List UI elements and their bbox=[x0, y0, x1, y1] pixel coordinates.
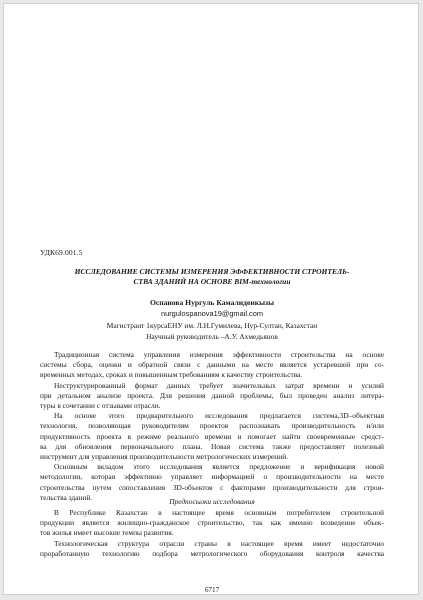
title-line-2: СТВА ЗДАНИЙ НА ОСНОВЕ BIM-технологии bbox=[133, 277, 291, 286]
text-line: туры в сочетании с отзывами отрасли. bbox=[40, 401, 161, 410]
document-page bbox=[3, 3, 419, 595]
text-line: методологии, которая эффективно управляет информацией о производительности на месте bbox=[40, 472, 384, 482]
text-line: системы сбора, оценки и обратной связи с данными на месте является устаревшей при со- bbox=[40, 360, 384, 370]
text-line: строительства путем сопоставления 3D-объектов с факторами производительности для строи- bbox=[40, 482, 384, 492]
text-line: временных методах, сроках и повышенным требованиям к качеству строительства. bbox=[40, 370, 303, 380]
text-line: продуктивность проекта в режиме реального времени и помогает найти своевременные средст- bbox=[40, 431, 384, 441]
author-email: nurgulospanova19@gmail.com bbox=[161, 309, 263, 318]
udk-code: УДК69.001.5 bbox=[40, 248, 83, 257]
text-line: Традиционная система управления измерения эффективности строительства на основе bbox=[54, 350, 384, 359]
text-line: тов жилья имеет высокие темпы развития. bbox=[40, 528, 174, 538]
section-subheading: Предпосылки исследования bbox=[169, 497, 255, 506]
author-name: Оспанова Нургуль Камалиденкызы bbox=[149, 298, 275, 307]
page-number: 6717 bbox=[204, 586, 220, 594]
text-line: В Республике Казахстан в настоящее время основным потребителем строительной bbox=[54, 508, 384, 517]
text-line: инструмент для управления производительности метрологических измерений. bbox=[40, 452, 289, 461]
scientific-supervisor: Научный руководитель –А.У. Ахмедьянов bbox=[146, 332, 278, 341]
text-line: Основным вкладом этого исследования является предложение и верификация новой bbox=[54, 462, 384, 472]
text-line: при детальном анализе проекта. Для решения данной проблемы, был проведен анализ литера- bbox=[40, 390, 384, 400]
text-line: технология, позволяющая руководителям проектов распознавать производительность и/или bbox=[40, 421, 384, 431]
text-line: На основе этого предварительного исследования предлагается система,3D–объектная bbox=[54, 411, 384, 421]
text-line: Неструктурированный формат данных требует значительных затрат времени и усилий bbox=[54, 380, 384, 390]
text-line: Технологическая структура отрасли страны в настоящее время имеет недостаточно bbox=[54, 538, 384, 548]
text-line: продукции является жилищно-гражданское строительство, так как именно возведение объек- bbox=[40, 518, 384, 528]
text-line: тельства зданий. bbox=[40, 492, 93, 502]
author-affiliation: Магистрант 1курсаЕНУ им. Л.Н.Гумилева, Нур-Султан, Казахстан bbox=[106, 321, 318, 330]
text-line: проработанную технологию подбора метрологического оборудования контроля качества bbox=[40, 548, 384, 558]
text-line: ва для обновления первоначального плана. Новая система также предоставляет полезный bbox=[40, 441, 384, 451]
title-line-1: ИССЛЕДОВАНИЕ СИСТЕМЫ ИЗМЕРЕНИЯ ЭФФЕКТИВНОСТИ СТРОИТЕЛЬ- bbox=[74, 267, 350, 276]
